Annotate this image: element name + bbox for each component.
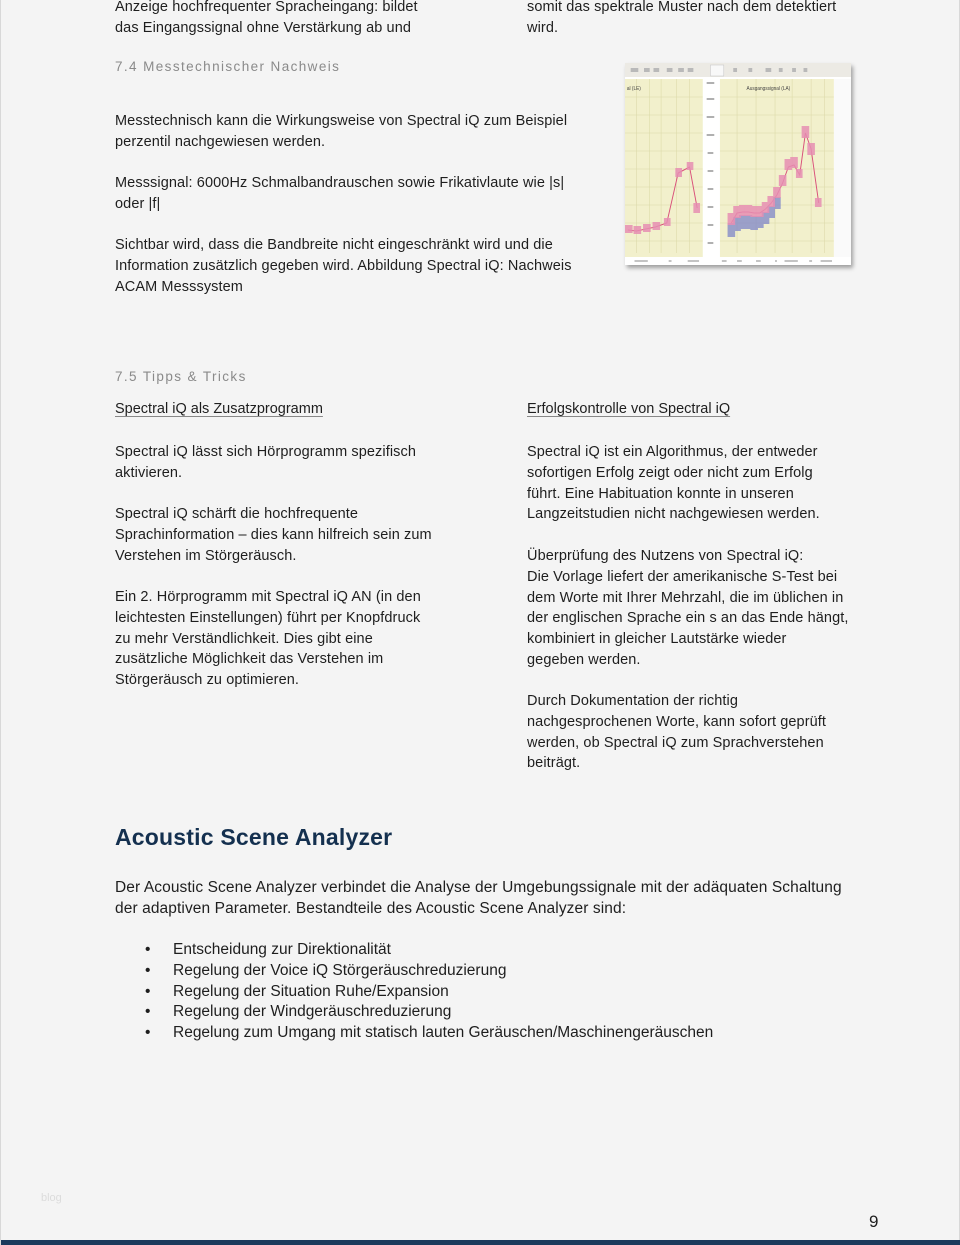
measurement-chart-image [625,63,851,265]
acoustic-scene-analyzer-heading: Acoustic Scene Analyzer [115,824,393,850]
left-column-title: Spectral iQ als Zusatzprogramm [115,401,323,417]
bullet-icon: • [145,1003,151,1021]
bullet-icon: • [145,982,151,1000]
bullet-icon: • [145,1024,151,1042]
bullet-icon: • [145,941,151,958]
top-left-fragment: Anzeige hochfrequenter Spracheingang: bildet das Eingangssignal ohne Verstärkung ab und [115,0,418,36]
right-column-paragraph-3: Durch Dokumentation der richtig nachgesprochenen Worte, kann sofort geprüft werden, ob Spectral iQ zum Sprachverstehen beiträgt. [527,693,827,772]
section-7-4-paragraph-1: Messtechnisch kann die Wirkungsweise von Spectral iQ zum Beispiel perzentil nachgewiesen werden. [115,113,568,150]
list-item: • Regelung zum Umgang mit statisch lauten Geräuschen/Maschinengeräuschen [141,1023,713,1044]
acam-measurement-figure [625,63,851,265]
left-column-paragraph-1: Spectral iQ lässt sich Hörprogramm spezifisch aktivieren. [115,444,417,481]
list-item: • Regelung der Situation Ruhe/Expansion [141,982,713,1003]
right-column-paragraph-1: Spectral iQ ist ein Algorithmus, der entweder sofortigen Erfolg zeigt oder nicht zum Erfolg führt. Eine Habituation konnte in unseren Langzeitstudien nicht nachgewiesen werden. [527,444,820,523]
section-7-4-paragraph-3: Sichtbar wird, dass die Bandbreite nicht eingeschränkt wird und die Information zusätzlich gegeben wird. Abbildung Spectral iQ: Nachweis ACAM Messsystem [115,237,572,295]
watermark: blog [41,1192,62,1204]
left-panel-title: al (LE) [626,86,641,93]
list-item: • Entscheidung zur Direktionalität [141,940,713,961]
asa-components-list [141,940,713,1044]
section-7-4-heading: 7.4 Messtechnischer Nachweis [115,59,341,74]
bullet-icon: • [145,961,151,979]
list-item: • Regelung der Voice iQ Störgeräuschreduzierung [141,961,713,982]
right-panel-title: Ausgangssignal (LA) [746,86,791,93]
footer-bar [1,1240,960,1245]
top-right-fragment: somit das spektrale Muster nach dem detektiert wird. [527,0,837,36]
list-item: • Regelung der Windgeräuschreduzierung [141,1002,713,1023]
right-column-title: Erfolgskontrolle von Spectral iQ [527,401,731,417]
section-7-5-heading: 7.5 Tipps & Tricks [115,369,247,384]
left-column-paragraph-3: Ein 2. Hörprogramm mit Spectral iQ AN (in den leichtesten Einstellungen) führt per Knopfdruck zu mehr Verständlichkeit. Dies gibt eine zusätzliche Möglichkeit das Verstehen im Störgeräusch zu optimieren. [115,589,421,689]
asa-intro: Der Acoustic Scene Analyzer verbindet die Analyse der Umgebungssignale mit der adäquaten Schaltung der adaptiven Parameter. Bestandteile des Acoustic Scene Analyzer sind: [115,879,842,917]
left-column-paragraph-2: Spectral iQ schärft die hochfrequente Sprachinformation – dies kann hilfreich sein zum Verstehen im Störgeräusch. [115,506,432,564]
section-7-4-paragraph-2: Messsignal: 6000Hz Schmalbandrauschen sowie Frikativlaute wie |s| oder |f| [115,175,565,212]
page-number: 9 [869,1212,879,1231]
right-column-paragraph-2: Überprüfung des Nutzens von Spectral iQ: Die Vorlage liefert der amerikanische S-Test bei dem Worte mit Ihrer Mehrzahl, die im üblichen in der englischen Sprache ein s an das Ende hängt, kombiniert in gleicher Lautstärke wieder gegeben werden. [527,548,849,668]
